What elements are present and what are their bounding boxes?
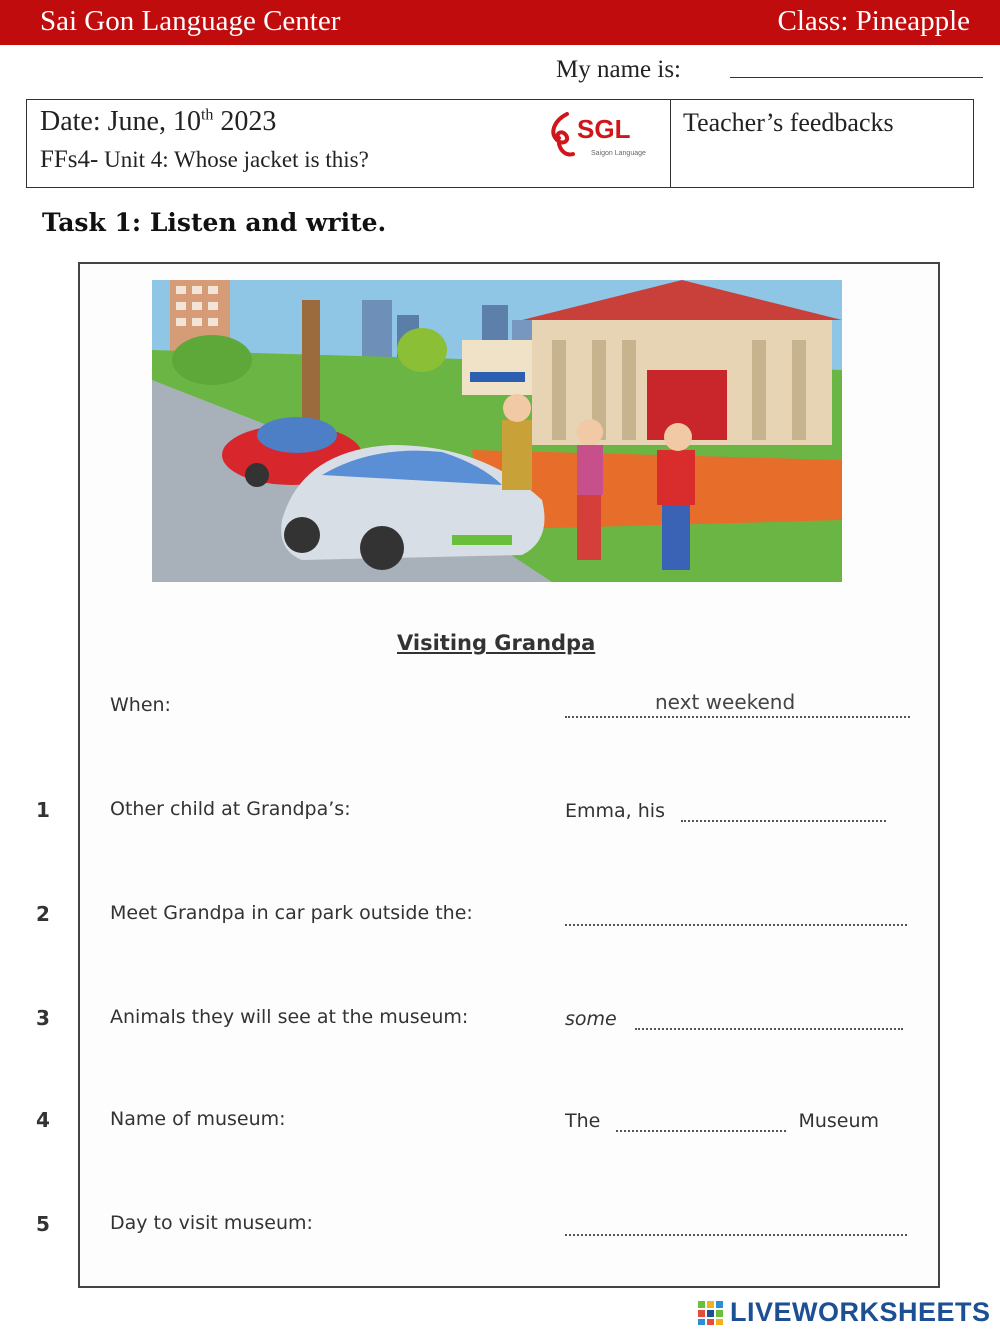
museum-scene-illustration [152,280,842,582]
class-label: Class: Pineapple [777,5,970,37]
center-name: Sai Gon Language Center [40,5,341,37]
question-label: Day to visit museum: [110,1212,313,1234]
question-row-1 [0,798,1000,838]
question-row-5 [0,1212,1000,1252]
liveworksheets-icon [698,1301,724,1325]
answer-prefix: some [565,1008,617,1030]
question-label: Name of museum: [110,1108,286,1130]
date-line: Date: June, 10th 2023 [40,106,277,137]
answer-field[interactable] [565,902,910,932]
question-row-3 [0,1006,1000,1046]
question-label: Other child at Grandpa’s: [110,798,351,820]
info-divider [670,100,671,187]
header-bar [0,0,1000,45]
question-row-when [0,690,1000,734]
liveworksheets-text: LIVEWORKSHEETS [730,1297,991,1327]
logo-subtext: Saigon Language [591,150,646,157]
answer-dotted-line[interactable] [616,1108,786,1132]
question-label: Animals they will see at the museum: [110,1006,469,1028]
sgl-logo [547,108,657,162]
answer-dotted-line[interactable] [565,902,907,926]
feedback-label: Teacher’s feedbacks [683,108,894,137]
info-box [26,99,974,188]
answer-dotted-line[interactable] [681,798,886,822]
answer-prefix: The [565,1110,601,1132]
question-number: 5 [36,1212,50,1236]
answer-suffix: Museum [798,1110,880,1132]
example-answer: next weekend [655,690,796,714]
answer-field[interactable] [565,1006,910,1036]
unit-line: FFs4- Unit 4: Whose jacket is this? [40,146,369,173]
sgl-logo-icon [547,110,577,160]
question-label: When: [110,694,171,716]
worksheet-title: Visiting Grandpa [397,631,596,655]
name-label: My name is: [556,56,681,83]
logo-text: SGL [577,114,631,144]
question-number: 4 [36,1108,50,1132]
name-input-line[interactable] [730,77,983,78]
question-number: 3 [36,1006,50,1030]
answer-field[interactable] [565,1212,910,1242]
answer-field[interactable] [565,1108,910,1138]
answer-prefix: Emma, his [565,800,665,822]
question-row-4 [0,1108,1000,1148]
answer-dotted-line[interactable] [565,1212,907,1236]
answer-field[interactable] [565,798,910,828]
answer-dotted-line[interactable] [635,1006,903,1030]
question-row-2 [0,902,1000,942]
answer-field[interactable] [565,690,910,724]
question-number: 2 [36,902,50,926]
question-number: 1 [36,798,50,822]
question-label: Meet Grandpa in car park outside the: [110,902,473,924]
task-title: Task 1: Listen and write. [42,208,387,237]
